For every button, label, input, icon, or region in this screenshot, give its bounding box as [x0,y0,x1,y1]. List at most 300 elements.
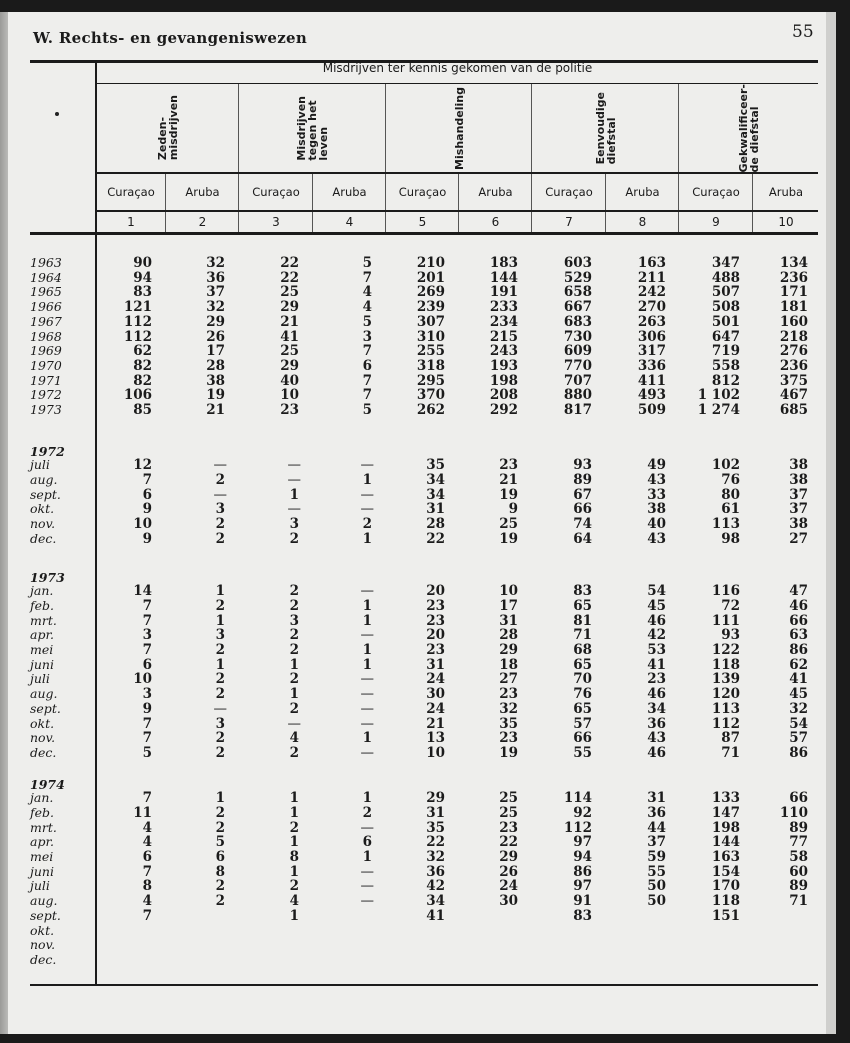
table-cell: 9 [142,501,152,518]
table-cell: 25 [499,790,518,807]
table-cell: — [360,893,374,910]
table-cell: 183 [489,255,518,271]
table-cell: 19 [499,530,518,547]
table-cell: 112 [123,328,152,345]
table-cell: 3 [289,516,299,532]
table-cell: 163 [711,849,740,865]
table-cell: 508 [711,299,740,316]
table-cell: 507 [711,284,740,301]
table-cell: 21 [206,402,225,418]
row-label: mrt. [30,612,57,628]
row-label: 1964 [30,269,62,285]
category-header-gekwalificeerde-diefstal [678,84,819,172]
table-cell: 134 [779,255,808,271]
row-label: mei [30,849,54,864]
table-cell: 65 [573,700,592,717]
table-cell: 19 [499,744,518,761]
table-cell: 276 [779,343,808,360]
table-cell: 1 [362,656,372,673]
table-cell: 210 [416,255,445,271]
table-cell: 31 [647,790,666,807]
table-cell: 10 [280,387,299,404]
column-subheader: Aruba [752,174,819,210]
table-cell: 12 [133,457,152,474]
table-cell: 93 [721,627,740,644]
table-cell: 488 [711,269,740,286]
table-cell: 23 [499,457,518,474]
table-cell: 6 [142,656,152,673]
table-cell: 89 [789,878,808,895]
table-cell: 5 [362,313,372,330]
category-label: Mishandeling [452,86,466,170]
row-label: aug. [30,893,58,909]
table-cell: 7 [362,343,372,360]
table-cell: 25 [499,516,518,532]
table-cell: 270 [637,299,666,316]
table-cell: 2 [289,642,299,658]
table-cell: 106 [123,387,152,404]
table-cell: 44 [647,819,666,836]
row-label: okt. [30,715,55,731]
table-cell: 29 [280,357,299,374]
table-cell: 683 [563,313,592,330]
table-cell: 22 [280,255,299,271]
table-cell: 6 [362,834,372,851]
row-label: okt. [30,501,55,517]
table-cell: 32 [206,299,225,316]
row-label: 1963 [30,255,62,270]
table-cell: 3 [142,686,152,703]
row-label: 1966 [30,299,62,315]
table-cell: 112 [123,313,152,330]
table-cell: 1 [362,597,372,614]
row-label: okt. [30,922,55,938]
table-cell: 19 [499,486,518,503]
table-cell: 116 [711,583,740,600]
row-label: apr. [30,834,55,850]
table-cell: 46 [647,744,666,761]
table-cell: 21 [499,471,518,488]
column-subheader: Aruba [165,174,239,210]
section-year-label: 1973 [30,570,65,585]
table-cell: 7 [142,597,152,614]
table-cell: 10 [499,583,518,600]
table-cell: 603 [563,255,592,271]
table-cell: 22 [426,834,445,851]
row-label: sept. [30,907,61,923]
table-cell: 28 [499,627,518,644]
table-cell: 233 [489,299,518,316]
table-cell: — [360,671,374,688]
table-cell: 31 [426,501,445,518]
table-cell: 67 [573,486,592,503]
category-label: Gekwalificeer- de diefstal [737,83,761,173]
table-cell: 4 [289,893,299,910]
table-cell: 2 [215,530,225,547]
table-cell: 2 [215,597,225,614]
table-cell: 31 [426,656,445,673]
table-cell: 50 [647,893,666,910]
table-cell: 60 [789,863,808,880]
table-cell: 307 [416,313,445,330]
table-cell: 55 [647,863,666,880]
page-edge [826,12,836,1034]
table-cell: 23 [499,686,518,703]
category-header-mishandeling [385,84,532,172]
row-label: dec. [30,744,57,760]
table-cell: 1 [289,804,299,821]
table-cell: 2 [289,597,299,614]
table-cell: 529 [563,269,592,286]
table-cell: 4 [362,284,372,301]
table-cell: 198 [489,372,518,389]
table-cell: 236 [779,357,808,374]
table-cell: 467 [779,387,808,404]
table-cell: 34 [426,471,445,488]
table-cell: 5 [362,255,372,271]
section-title: W. Rechts- en gevangeniswezen [33,29,308,47]
table-cell: 7 [362,372,372,389]
table-cell: 35 [426,819,445,836]
table-cell: 68 [573,642,592,658]
table-cell: — [360,501,374,518]
table-cell: 43 [647,471,666,488]
table-cell: 87 [721,730,740,747]
table-cell: 493 [637,387,666,404]
table-cell: 375 [779,372,808,389]
table-cell: 151 [711,907,740,924]
table-cell: 2 [289,744,299,761]
table-cell: 1 [362,642,372,658]
row-label: sept. [30,700,61,716]
table-cell: 20 [426,583,445,600]
table-cell: 2 [362,516,372,532]
table-cell: 17 [206,343,225,360]
table-cell: 43 [647,530,666,547]
table-cell: 8 [215,863,225,880]
table-cell: 2 [215,671,225,688]
table-cell: 23 [426,642,445,658]
category-header-misdrijven-tegen-het-leven [238,84,386,172]
table-cell: 10 [133,671,152,688]
table-cell: 62 [133,343,152,360]
table-cell: 4 [142,834,152,851]
table-cell: 118 [711,893,740,910]
table-cell: 21 [280,313,299,330]
table-cell: 7 [362,269,372,286]
table-cell: 23 [426,612,445,629]
table-cell: 76 [721,471,740,488]
table-cell: 34 [647,700,666,717]
table-cell: 66 [789,612,808,629]
row-label: feb. [30,597,54,613]
row-label: nov. [30,516,56,531]
table-cell: 113 [711,700,740,717]
table-cell: 81 [573,612,592,629]
row-label: nov. [30,730,56,746]
table-cell: 112 [711,715,740,732]
table-cell: — [360,863,374,880]
column-number: 1 [127,215,135,229]
table-cell: — [213,486,227,503]
table-cell: 33 [647,486,666,503]
table-cell: 41 [647,656,666,673]
row-label: dec. [30,530,57,546]
table-cell: 25 [280,343,299,360]
table-cell: 5 [362,402,372,418]
table-cell: 9 [508,501,518,518]
table-cell: 28 [206,357,225,374]
row-label: aug. [30,686,58,702]
table-cell: — [287,457,301,474]
table-cell: 54 [647,583,666,600]
row-label: juli [30,878,50,894]
table-cell: 1 [362,471,372,488]
table-cell: 23 [499,730,518,747]
row-label: 1969 [30,343,62,359]
table-cell: 71 [573,627,592,644]
table-cell: 72 [721,597,740,614]
table-cell: 2 [215,744,225,761]
table-cell: 86 [789,744,808,761]
table-cell: 2 [362,804,372,821]
table-cell: — [287,501,301,518]
table-cell: 1 [289,907,299,924]
table-cell: 91 [573,893,592,910]
category-label: Misdrijven tegen het leven [295,95,330,161]
table-cell: 170 [711,878,740,895]
row-label: sept. [30,486,61,502]
table-cell: 1 [215,656,225,673]
table-cell: 1 [289,686,299,703]
table-cell: 218 [779,328,808,345]
table-cell: 262 [416,402,445,418]
table-cell: 1 [289,486,299,503]
table-cell: 26 [499,863,518,880]
table-cell: 26 [206,328,225,345]
table-cell: 29 [499,849,518,865]
table-cell: 6 [142,849,152,865]
table-cell: — [360,878,374,895]
table-cell: 110 [779,804,808,821]
table-cell: 37 [789,501,808,518]
table-cell: 36 [647,804,666,821]
table-cell: 7 [142,715,152,732]
table-cell: 4 [142,819,152,836]
table-cell: 7 [142,907,152,924]
table-cell: 2 [289,671,299,688]
table-cell: 198 [711,819,740,836]
table-cell: 24 [426,671,445,688]
table-cell: 2 [289,627,299,644]
table-cell: 163 [637,255,666,271]
table-cell: 215 [489,328,518,345]
table-cell: 347 [711,255,740,271]
table-cell: 4 [362,299,372,316]
table-cell: 122 [711,642,740,658]
table-cell: 43 [647,730,666,747]
table-cell: 2 [215,471,225,488]
table-cell: — [360,700,374,717]
table-cell: 40 [280,372,299,389]
table-cell: 32 [206,255,225,271]
table-cell: 66 [573,501,592,518]
table-cell: 111 [711,612,740,629]
table-cell: 2 [215,642,225,658]
table-cell: 501 [711,313,740,330]
table-cell: 243 [489,343,518,360]
table-cell: 112 [563,819,592,836]
table-cell: 28 [426,516,445,532]
table-cell: 10 [133,516,152,532]
row-label: 1965 [30,284,62,300]
column-subheader: Curaçao [385,174,459,210]
table-cell: 89 [789,819,808,836]
table-cell: — [287,715,301,732]
table-cell: 77 [789,834,808,851]
table-cell: 61 [721,501,740,518]
table-cell: — [360,583,374,600]
row-label: juni [30,863,54,879]
table-cell: 812 [711,372,740,389]
table-cell: 102 [711,457,740,474]
table-cell: 255 [416,343,445,360]
table-cell: 65 [573,597,592,614]
table-cell: 42 [647,627,666,644]
table-cell: 160 [779,313,808,330]
table-cell: 11 [133,804,152,821]
table-cell: 2 [215,878,225,895]
table-cell: 114 [563,790,592,807]
column-number: 3 [238,212,313,232]
table-cell: 2 [215,804,225,821]
table-cell: 58 [789,849,808,865]
table-cell: 3 [215,715,225,732]
row-label: 1971 [30,372,62,388]
table-cell: 24 [426,700,445,717]
table-cell: 82 [133,372,152,389]
table-cell: 2 [289,819,299,836]
table-cell: 7 [142,471,152,488]
table-cell: 10 [426,744,445,761]
main-heading: Misdrijven ter kennis gekomen van de politie [322,61,593,75]
table-cell: 14 [133,583,152,600]
table-cell: 8 [142,878,152,895]
table-cell: 667 [563,299,592,316]
table-cell: 3 [215,627,225,644]
table-cell: 23 [426,597,445,614]
page-number: 55 [792,22,814,42]
table-cell: — [360,627,374,644]
table-cell: 38 [789,457,808,474]
table-cell: 1 [289,656,299,673]
table-cell: 1 [215,790,225,807]
row-label: juni [30,656,54,672]
table-cell: — [360,744,374,761]
table-cell: 1 102 [697,387,740,404]
table-cell: 38 [789,471,808,488]
table-cell: 46 [789,597,808,614]
table-cell: 37 [206,284,225,301]
table-cell: 86 [573,863,592,880]
table-cell: 66 [789,790,808,807]
table-cell: 21 [426,715,445,732]
table-cell: 41 [426,907,445,924]
table-cell: 139 [711,671,740,688]
table-cell: 7 [142,790,152,807]
table-cell: 80 [721,486,740,503]
table-cell: 208 [489,387,518,404]
column-number: 10 [752,212,819,232]
table-cell: 133 [711,790,740,807]
table-cell: 50 [647,878,666,895]
column-number: 5 [385,212,459,232]
table-cell: 37 [647,834,666,851]
row-label: 1970 [30,357,62,373]
column-subheader: Curaçao [107,185,155,199]
column-number: 9 [678,212,753,232]
table-cell: 89 [573,471,592,488]
table-cell: 82 [133,357,152,374]
table-cell: 25 [280,284,299,301]
table-cell: 94 [573,849,592,865]
bottom-rule [30,984,818,986]
table-cell: 1 [362,530,372,547]
table-cell: 35 [499,715,518,732]
column-subheader: Curaçao [531,174,606,210]
table-cell: 1 [215,612,225,629]
table-cell: — [360,715,374,732]
table-cell: 647 [711,328,740,345]
table-cell: 6 [362,357,372,374]
table-cell: 295 [416,372,445,389]
row-label: 1968 [30,328,62,344]
table-cell: 57 [573,715,592,732]
table-cell: 6 [215,849,225,865]
table-cell: 6 [142,486,152,503]
table-cell: 658 [563,284,592,301]
table-cell: 49 [647,457,666,474]
table-cell: — [360,819,374,836]
table-cell: 7 [142,863,152,880]
row-label: 1973 [30,402,62,417]
table-cell: 1 [289,790,299,807]
table-cell: 336 [637,357,666,374]
table-cell: 306 [637,328,666,345]
table-cell: 7 [142,642,152,658]
table-cell: — [213,457,227,474]
table-cell: 17 [499,597,518,614]
table-cell: 707 [563,372,592,389]
table-cell: 65 [573,656,592,673]
table-cell: 2 [215,730,225,747]
header-bottom-rule [30,232,818,235]
table-cell: 118 [711,656,740,673]
row-label: aug. [30,471,58,487]
table-cell: 93 [573,457,592,474]
table-cell: 22 [426,530,445,547]
table-cell: 719 [711,343,740,360]
table-cell: — [360,457,374,474]
column-subheader: Aruba [605,174,679,210]
table-cell: 27 [789,530,808,547]
table-cell: 30 [499,893,518,910]
table-cell: 74 [573,516,592,532]
table-cell: 609 [563,343,592,360]
table-cell: 2 [215,516,225,532]
table-cell: 1 [289,863,299,880]
table-cell: 2 [289,878,299,895]
